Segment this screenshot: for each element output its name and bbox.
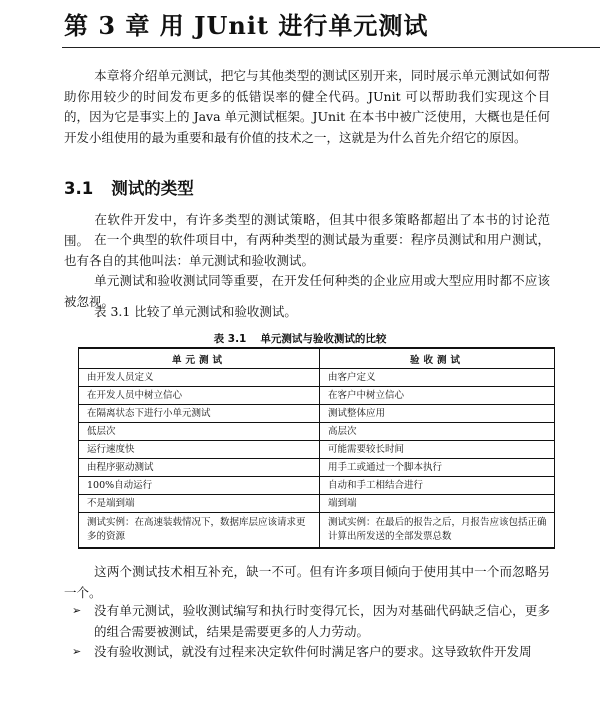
table-caption-number: 表 3.1 xyxy=(213,333,247,345)
bullet-item xyxy=(72,642,550,663)
paragraph-text: 表 3.1 比较了单元测试和验收测试。 xyxy=(94,304,297,319)
paragraph-2 xyxy=(64,230,550,271)
bullet-item xyxy=(72,601,550,642)
table-header-row xyxy=(79,348,555,369)
paragraph-text: 单元测试和验收测试同等重要，在开发任何种类的企业应用或大型应用时都不应该被忽视。 xyxy=(64,273,550,309)
table-cell: 运行速度快 xyxy=(79,441,320,459)
table-cell: 测试实例：在高速装载情况下，数据库层应该请求更多的资源 xyxy=(79,513,320,549)
table-row xyxy=(79,477,555,495)
paragraph-4 xyxy=(64,302,550,323)
table-row xyxy=(79,459,555,477)
table-cell: 不是端到端 xyxy=(79,495,320,513)
table-cell: 测试整体应用 xyxy=(320,405,555,423)
header-acceptance-test: 验收测试 xyxy=(320,348,555,369)
table-cell: 由开发人员定义 xyxy=(79,369,320,387)
table-row xyxy=(79,513,555,549)
arrow-bullet-icon: ➢ xyxy=(72,604,82,617)
table-row xyxy=(79,405,555,423)
table-cell: 用手工或通过一个脚本执行 xyxy=(320,459,555,477)
table-cell: 低层次 xyxy=(79,423,320,441)
table-cell: 100%自动运行 xyxy=(79,477,320,495)
table-row xyxy=(79,441,555,459)
table-cell: 由程序驱动测试 xyxy=(79,459,320,477)
arrow-bullet-icon: ➢ xyxy=(72,645,82,658)
table-cell: 在隔离状态下进行小单元测试 xyxy=(79,405,320,423)
table-cell: 由客户定义 xyxy=(320,369,555,387)
table-cell: 自动和手工相结合进行 xyxy=(320,477,555,495)
table-row xyxy=(79,369,555,387)
table-cell: 测试实例：在最后的报告之后，月报告应该包括正确计算出所发送的全部发票总数 xyxy=(320,513,555,549)
intro-paragraph xyxy=(64,66,550,148)
table-cell: 高层次 xyxy=(320,423,555,441)
table-caption-text: 单元测试与验收测试的比较 xyxy=(260,333,387,345)
table-row xyxy=(79,495,555,513)
table-cell: 在开发人员中树立信心 xyxy=(79,387,320,405)
paragraph-text: 在软件开发中，有许多类型的测试策略，但其中很多策略都超出了本书的讨论范围。 xyxy=(64,212,550,248)
section-heading xyxy=(64,175,194,199)
section-number: 3.1 xyxy=(64,179,94,198)
paragraph-text: 在一个典型的软件项目中，有两种类型的测试最为重要：程序员测试和用户测试，也有各自的其他叫法：单元测试和验收测试。 xyxy=(64,232,550,268)
table-row xyxy=(79,387,555,405)
chapter-title: 第 3 章 用 JUnit 进行单元测试 xyxy=(64,11,429,40)
table-row xyxy=(79,423,555,441)
bullet-text: 没有验收测试，就没有过程来决定软件何时满足客户的要求。这导致软件开发周 xyxy=(94,644,532,659)
comparison-table xyxy=(78,347,555,549)
title-rule xyxy=(62,47,600,48)
section-title: 测试的类型 xyxy=(111,179,194,198)
header-unit-test: 单元测试 xyxy=(79,348,320,369)
table-cell: 可能需要较长时间 xyxy=(320,441,555,459)
intro-text: 本章将介绍单元测试，把它与其他类型的测试区别开来，同时展示单元测试如何帮助你用较少的时间发布更多的低错误率的健全代码。JUnit 可以帮助我们实现这个目的，因为它是事实上的 Java 单元测试框架。JUnit 在本书中被广泛使用，大概也是任何开发小组使用的最为重要和最有价值的技术之一，这就是为什么首先介绍它的原因。 xyxy=(64,68,550,145)
paragraph-text: 这两个测试技术相互补充，缺一不可。但有许多项目倾向于使用其中一个而忽略另一个。 xyxy=(64,564,550,600)
table-cell: 端到端 xyxy=(320,495,555,513)
bullet-text: 没有单元测试，验收测试编写和执行时变得冗长，因为对基础代码缺乏信心，更多的组合需要被测试，结果是需要更多的人力劳动。 xyxy=(94,603,550,639)
table-caption xyxy=(0,331,600,346)
after-table-paragraph xyxy=(64,562,550,603)
table-cell: 在客户中树立信心 xyxy=(320,387,555,405)
